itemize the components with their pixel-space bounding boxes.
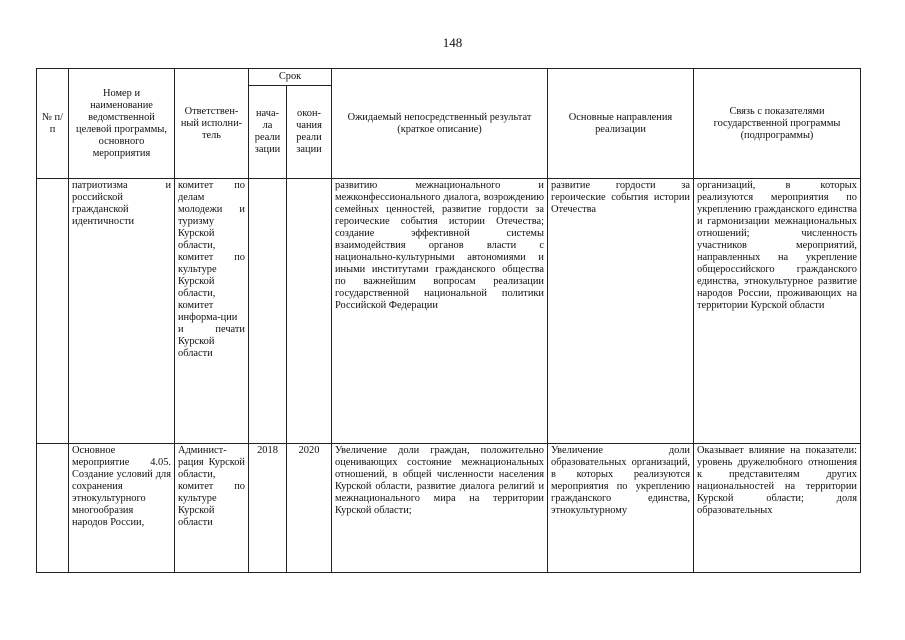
header-indicators: Связь с показателями государственной программы (подпрограммы) bbox=[694, 69, 861, 179]
header-term-end: окон-чания реали зации bbox=[287, 86, 332, 179]
header-term: Срок bbox=[249, 69, 332, 86]
cell-start bbox=[249, 179, 287, 444]
cell-responsible: комитет по делам молодежи и туризму Курской области, комитет по культуре Курской области, комитет информа-ции и печати Курской области bbox=[175, 179, 249, 444]
cell-expected-result: развитию межнационального и межконфессионального диалога, возрождению семейных ценностей, развитие гордости за героические события истории Отечества; создание эффективной системы взаимодействия органов власти с национально-культурными автономиями и иными институтами гражданского общества по важнейшим вопросам реализации государственной национальной политики Российской Федерации bbox=[332, 179, 548, 444]
header-expected-result: Ожидаемый непосредственный результат (краткое описание) bbox=[332, 69, 548, 179]
table-row bbox=[37, 444, 861, 573]
header-row bbox=[37, 69, 861, 86]
cell-end: 2020 bbox=[287, 444, 332, 573]
table-row bbox=[37, 179, 861, 444]
cell-indicators: организаций, в которых реализуются мероприятия по укреплению гражданского единства и гармонизации межнациональных отношений; численность участников мероприятий, направленных на укрепление общероссийского гражданского единства, этнокультурное развитие народов России, проживающих на территории Курской области bbox=[694, 179, 861, 444]
cell-responsible: Админист-рация Курской области, комитет по культуре Курской области bbox=[175, 444, 249, 573]
program-measures-table bbox=[36, 68, 861, 573]
header-directions: Основные направления реализации bbox=[548, 69, 694, 179]
cell-num bbox=[37, 444, 69, 573]
header-num: № п/п bbox=[37, 69, 69, 179]
header-term-start: нача-ла реали зации bbox=[249, 86, 287, 179]
cell-directions: Увеличение доли образовательных организаций, в которых реализуются мероприятия по укреплению гражданского единства, этнокультурному bbox=[548, 444, 694, 573]
cell-expected-result: Увеличение доли граждан, положительно оценивающих состояние межнациональных отношений, в общей численности населения Курской области, развитие диалога религий и межнационального мира на территории Курской области; bbox=[332, 444, 548, 573]
cell-start: 2018 bbox=[249, 444, 287, 573]
cell-directions: развитие гордости за героические события истории Отечества bbox=[548, 179, 694, 444]
cell-program: Основное мероприятие 4.05. Создание условий для сохранения этнокультурного многообразия народов России, bbox=[69, 444, 175, 573]
cell-program: патриотизма и российской гражданской идентичности bbox=[69, 179, 175, 444]
header-program: Номер и наименование ведомственной целевой программы, основного мероприятия bbox=[69, 69, 175, 179]
cell-num bbox=[37, 179, 69, 444]
cell-indicators: Оказывает влияние на показатели: уровень дружелюбного отношения к представителям других национальностей на территории Курской области; доля образовательных bbox=[694, 444, 861, 573]
header-responsible: Ответствен-ный исполни-тель bbox=[175, 69, 249, 179]
page-number: 148 bbox=[442, 35, 463, 50]
cell-end bbox=[287, 179, 332, 444]
